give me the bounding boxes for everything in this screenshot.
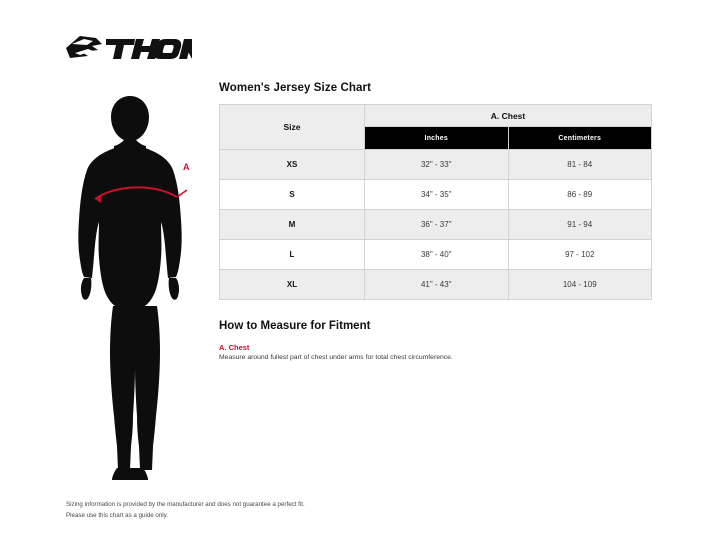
thor-logo bbox=[62, 28, 192, 68]
table-row bbox=[220, 270, 652, 300]
how-to-measure-item-label: A. Chest bbox=[219, 343, 250, 352]
column-header-centimeters: Centimeters bbox=[508, 127, 652, 150]
column-header-inches: Inches bbox=[365, 127, 509, 150]
cell-inches: 32" - 33" bbox=[365, 150, 509, 180]
thor-wordmark bbox=[106, 39, 192, 59]
thor-helmet-icon bbox=[66, 36, 102, 58]
cell-centimeters: 91 - 94 bbox=[508, 210, 652, 240]
cell-size: M bbox=[220, 210, 365, 240]
cell-size: XS bbox=[220, 150, 365, 180]
table-row bbox=[220, 210, 652, 240]
disclaimer bbox=[66, 500, 486, 521]
cell-inches: 38" - 40" bbox=[365, 240, 509, 270]
cell-size: L bbox=[220, 240, 365, 270]
cell-inches: 34" - 35" bbox=[365, 180, 509, 210]
cell-inches: 41" - 43" bbox=[365, 270, 509, 300]
table-row bbox=[220, 150, 652, 180]
cell-centimeters: 86 - 89 bbox=[508, 180, 652, 210]
table-row bbox=[220, 240, 652, 270]
cell-size: S bbox=[220, 180, 365, 210]
chest-measure-label: A bbox=[183, 162, 190, 172]
page-title: Women's Jersey Size Chart bbox=[219, 82, 372, 94]
cell-inches: 36" - 37" bbox=[365, 210, 509, 240]
cell-size: XL bbox=[220, 270, 365, 300]
how-to-measure-item-text: Measure around fullest part of chest under arms for total chest circumference. bbox=[219, 354, 453, 361]
cell-centimeters: 81 - 84 bbox=[508, 150, 652, 180]
disclaimer-line-2: Please use this chart as a guide only. bbox=[66, 511, 169, 519]
column-header-size: Size bbox=[220, 105, 365, 150]
disclaimer-line-1: Sizing information is provided by the manufacturer and does not guarantee a perfect fit. bbox=[66, 501, 305, 508]
cell-centimeters: 104 - 109 bbox=[508, 270, 652, 300]
cell-centimeters: 97 - 102 bbox=[508, 240, 652, 270]
female-body-silhouette bbox=[55, 90, 205, 490]
table-header-row bbox=[220, 105, 652, 127]
column-header-chest-group: A. Chest bbox=[365, 105, 652, 127]
how-to-measure-title: How to Measure for Fitment bbox=[219, 320, 371, 332]
table-row bbox=[220, 180, 652, 210]
size-chart-table bbox=[219, 104, 652, 300]
